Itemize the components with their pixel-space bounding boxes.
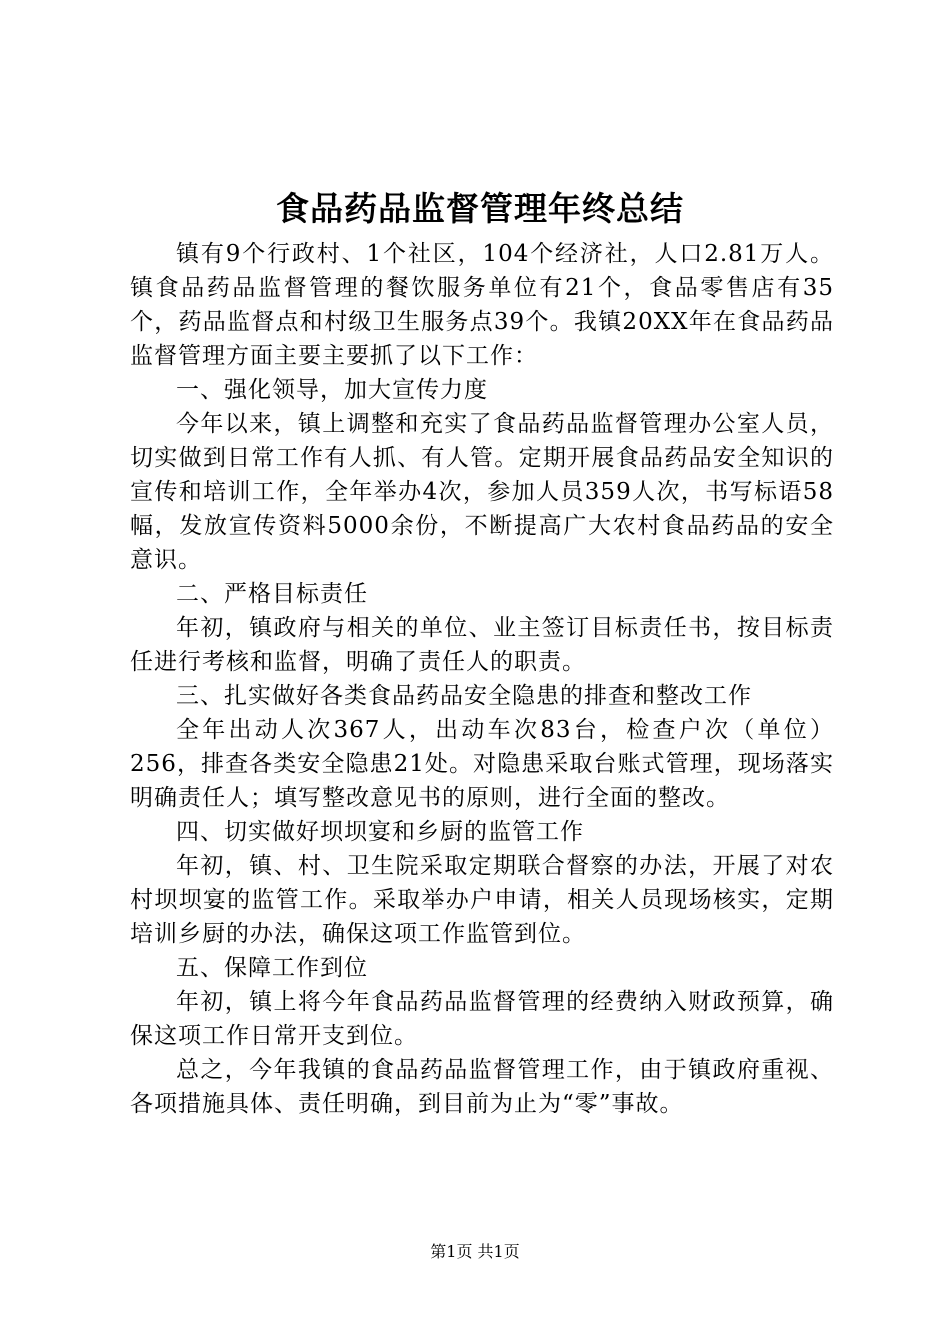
intro-paragraph: 镇有9个行政村、1个社区，104个经济社，人口2.81万人。镇食品药品监督管理的餐饮服务单位有21个，食品零售店有35个，药品监督点和村级卫生服务点39个。我镇20XX年在食品药品监督管理方面主要主要抓了以下工作： xyxy=(130,241,834,369)
section-paragraph-2: 年初，镇政府与相关的单位、业主签订目标责任书，按目标责任进行考核和监督，明确了责任人的职责。 xyxy=(130,615,834,675)
section-paragraph-1: 今年以来，镇上调整和充实了食品药品监督管理办公室人员，切实做到日常工作有人抓、有人管。定期开展食品药品安全知识的宣传和培训工作，全年举办4次，参加人员359人次，书写标语58幅，发放宣传资料5000余份，不断提高广大农村食品药品的安全意识。 xyxy=(130,411,834,573)
document-body xyxy=(130,237,834,1121)
page-title: 食品药品监督管理年终总结 xyxy=(276,189,684,228)
section-heading-4: 四、切实做好坝坝宴和乡厨的监管工作 xyxy=(176,819,584,845)
section-heading-5: 五、保障工作到位 xyxy=(176,955,368,981)
section-paragraph-3: 全年出动人次367人，出动车次83台，检查户次（单位）256，排查各类安全隐患21处。对隐患采取台账式管理，现场落实明确责任人；填写整改意见书的原则，进行全面的整改。 xyxy=(130,717,834,811)
section-heading-1: 一、强化领导，加大宣传力度 xyxy=(176,377,488,403)
section-paragraph-5: 年初，镇上将今年食品药品监督管理的经费纳入财政预算，确保这项工作日常开支到位。 xyxy=(130,989,834,1049)
section-heading-2: 二、严格目标责任 xyxy=(176,581,368,607)
section-paragraph-4: 年初，镇、村、卫生院采取定期联合督察的办法，开展了对农村坝坝宴的监管工作。采取举办户申请，相关人员现场核实，定期培训乡厨的办法，确保这项工作监管到位。 xyxy=(130,853,834,947)
section-heading-3: 三、扎实做好各类食品药品安全隐患的排查和整改工作 xyxy=(176,683,752,709)
conclusion-paragraph: 总之，今年我镇的食品药品监督管理工作，由于镇政府重视、各项措施具体、责任明确，到目前为止为“零”事故。 xyxy=(130,1057,834,1117)
page-footer: 第1页 共1页 xyxy=(430,1242,520,1261)
